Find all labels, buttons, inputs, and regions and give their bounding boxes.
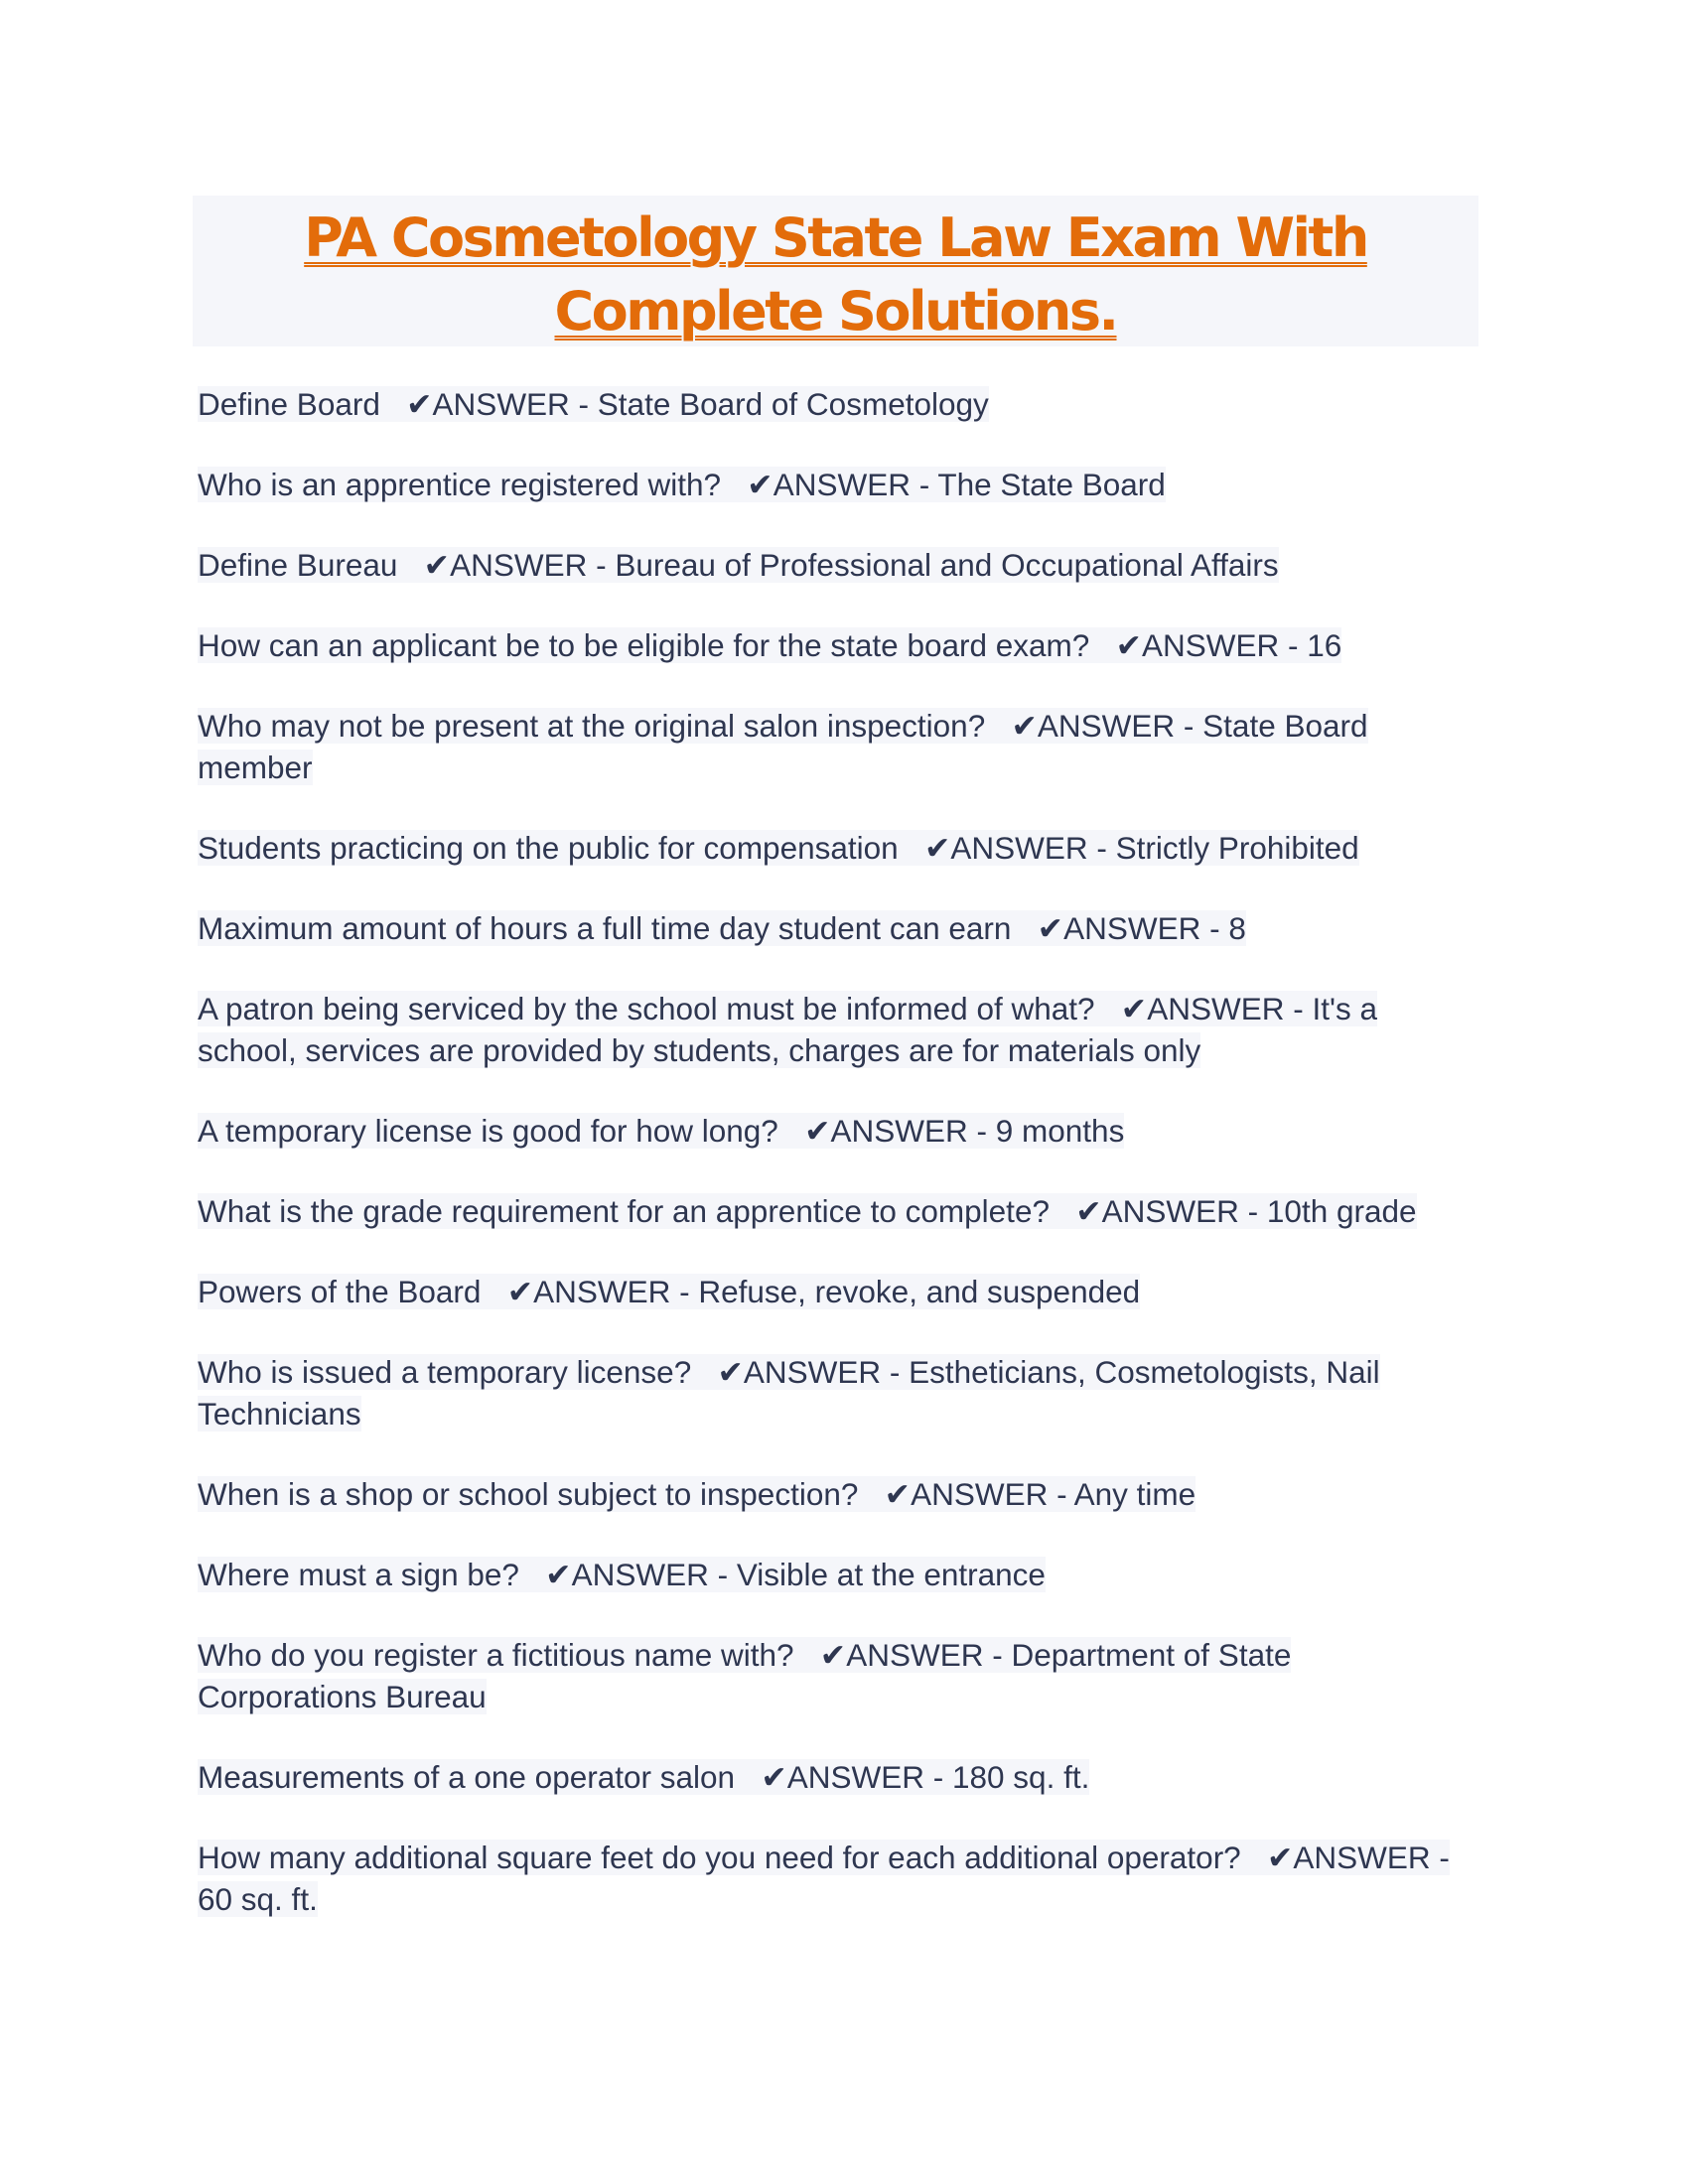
question-text: How many additional square feet do you need for each additional operator?	[198, 1840, 1241, 1875]
qa-item	[198, 383, 1451, 425]
check-icon: ✔	[884, 1476, 912, 1512]
answer-text: ANSWER - State Board of Cosmetology	[432, 386, 989, 422]
qa-item	[198, 1190, 1451, 1232]
qa-item	[198, 1271, 1451, 1312]
check-icon: ✔	[923, 830, 951, 866]
question-text: Where must a sign be?	[198, 1557, 519, 1592]
question-text: How can an applicant be to be eligible for the state board exam?	[198, 627, 1090, 663]
check-icon: ✔	[804, 1113, 831, 1149]
title-box	[193, 196, 1478, 346]
check-icon: ✔	[717, 1354, 744, 1390]
question-text: Measurements of a one operator salon	[198, 1759, 736, 1795]
check-icon: ✔	[819, 1637, 847, 1673]
answer-text: ANSWER - Refuse, revoke, and suspended	[533, 1274, 1141, 1309]
question-text: Students practicing on the public for compensation	[198, 830, 899, 866]
qa-item	[198, 1554, 1451, 1595]
question-text: Define Board	[198, 386, 380, 422]
question-text: Powers of the Board	[198, 1274, 482, 1309]
check-icon: ✔	[545, 1557, 572, 1592]
check-icon: ✔	[406, 386, 433, 422]
question-text: A patron being serviced by the school must be informed of what?	[198, 991, 1095, 1026]
document-title: PA Cosmetology State Law Exam With Complete Solutions.	[304, 206, 1367, 342]
check-icon: ✔	[1115, 627, 1142, 663]
question-text: A temporary license is good for how long?	[198, 1113, 778, 1149]
answer-text: ANSWER - The State Board	[773, 467, 1166, 502]
check-icon: ✔	[1037, 910, 1064, 946]
answer-text: ANSWER - 8	[1063, 910, 1246, 946]
qa-item	[198, 1837, 1451, 1920]
qa-list	[198, 383, 1451, 1959]
question-text: What is the grade requirement for an apprentice to complete?	[198, 1193, 1050, 1229]
qa-item	[198, 1351, 1451, 1434]
answer-text: ANSWER - 10th grade	[1101, 1193, 1417, 1229]
check-icon: ✔	[1120, 991, 1148, 1026]
question-text: Define Bureau	[198, 547, 398, 583]
answer-text: ANSWER - It's a school, services are provided by students, charges are for materials only	[198, 991, 1377, 1068]
check-icon: ✔	[761, 1759, 787, 1795]
answer-text: ANSWER - Any time	[911, 1476, 1196, 1512]
answer-text: ANSWER - Bureau of Professional and Occupational Affairs	[450, 547, 1279, 583]
qa-item	[198, 827, 1451, 869]
question-text: Who may not be present at the original salon inspection?	[198, 708, 986, 744]
qa-item	[198, 907, 1451, 949]
check-icon: ✔	[506, 1274, 534, 1309]
question-text: When is a shop or school subject to inspection?	[198, 1476, 859, 1512]
check-icon: ✔	[1075, 1193, 1102, 1229]
qa-item	[198, 464, 1451, 505]
qa-item	[198, 544, 1451, 586]
question-text: Who do you register a fictitious name with?	[198, 1637, 794, 1673]
qa-item	[198, 988, 1451, 1071]
answer-text: ANSWER - 16	[1142, 627, 1342, 663]
question-text: Who is issued a temporary license?	[198, 1354, 692, 1390]
answer-text: ANSWER - 180 sq. ft.	[786, 1759, 1090, 1795]
check-icon: ✔	[747, 467, 774, 502]
qa-item	[198, 624, 1451, 666]
answer-text: ANSWER - State Board member	[198, 708, 1368, 785]
answer-text: ANSWER - Strictly Prohibited	[950, 830, 1359, 866]
check-icon: ✔	[1266, 1840, 1294, 1875]
answer-text: ANSWER - 9 months	[830, 1113, 1125, 1149]
qa-item	[198, 1473, 1451, 1515]
question-text: Maximum amount of hours a full time day student can earn	[198, 910, 1012, 946]
check-icon: ✔	[423, 547, 451, 583]
check-icon: ✔	[1011, 708, 1038, 744]
question-text: Who is an apprentice registered with?	[198, 467, 722, 502]
answer-text: ANSWER - Visible at the entrance	[571, 1557, 1046, 1592]
qa-item	[198, 1110, 1451, 1152]
qa-item	[198, 1756, 1451, 1798]
qa-item	[198, 705, 1451, 788]
answer-text: ANSWER - Department of State Corporations Bureau	[198, 1637, 1292, 1714]
qa-item	[198, 1634, 1451, 1717]
answer-text: ANSWER - Estheticians, Cosmetologists, Nail Technicians	[198, 1354, 1380, 1432]
answer-text: ANSWER - 60 sq. ft.	[198, 1840, 1450, 1917]
